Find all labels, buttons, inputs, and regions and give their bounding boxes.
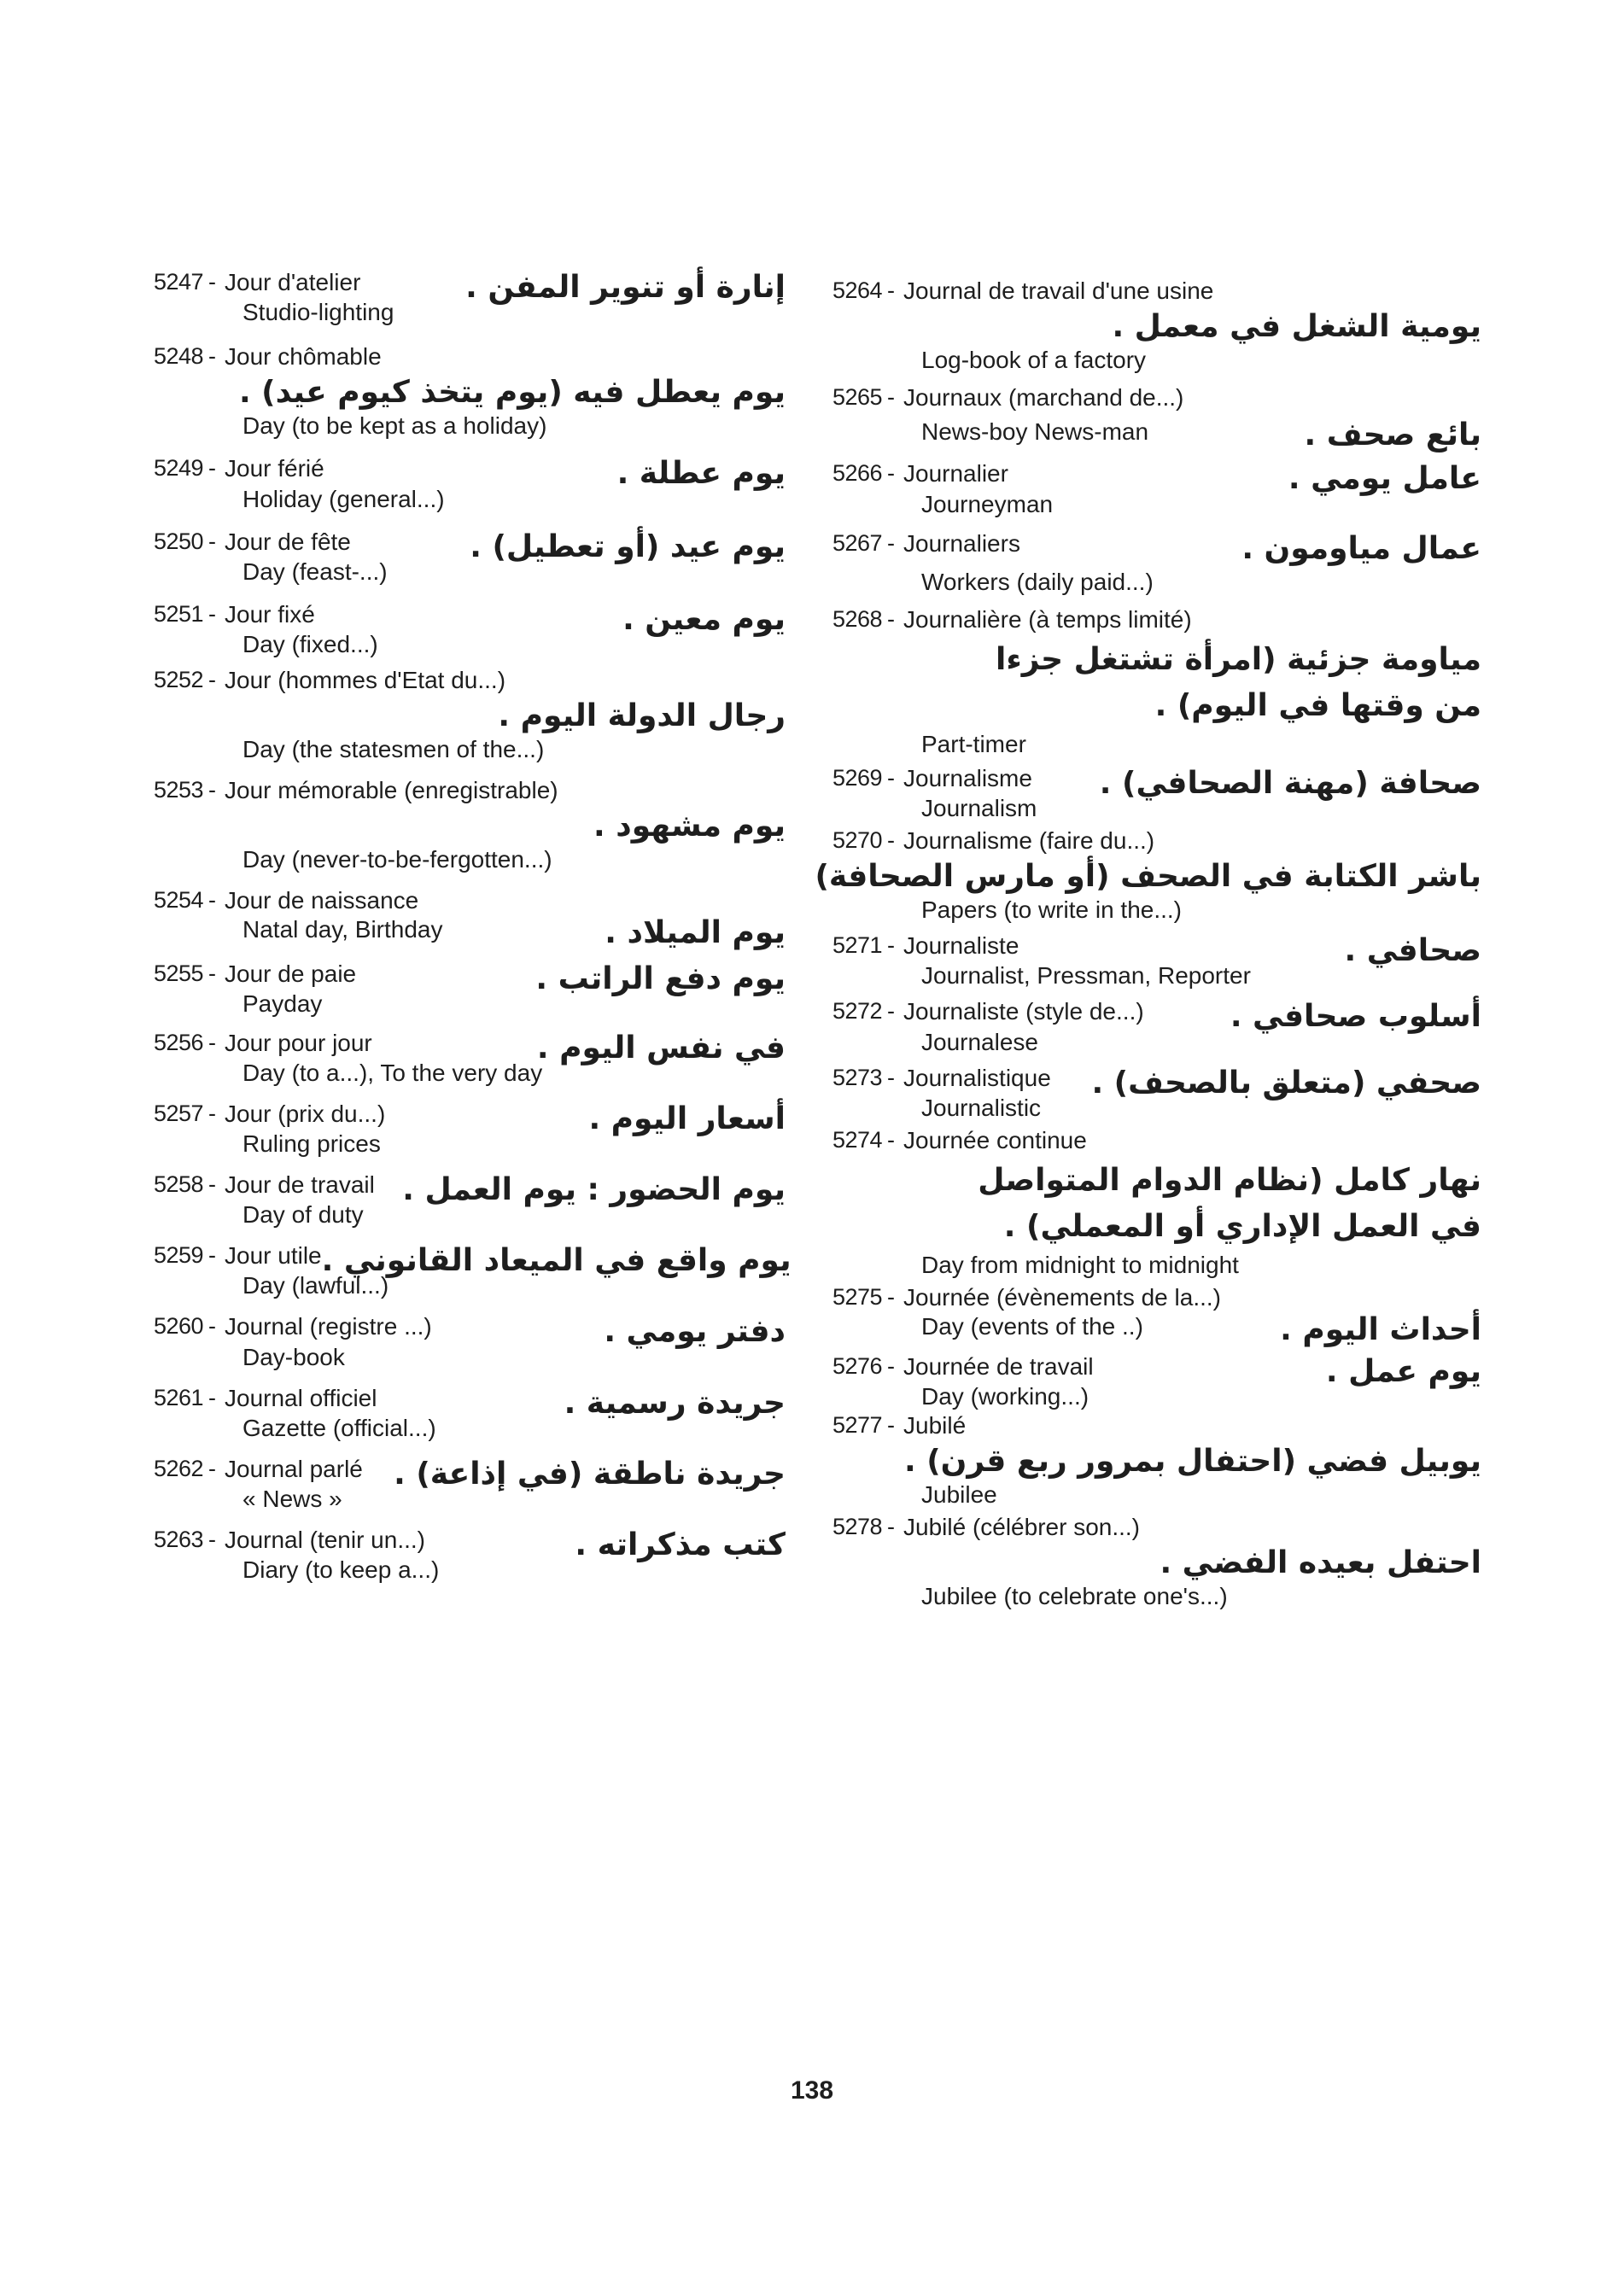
french-term: Journée continue (903, 1126, 1087, 1153)
entry-5250: 5250 - Jour de fête يوم عيد (أو تعطيل) . Day (feast-...) (154, 528, 786, 585)
french-term: Journal (registre ...) (225, 1313, 432, 1340)
page-number: 138 (790, 2076, 834, 2105)
entry-number: 5247 (154, 269, 204, 295)
french-term: Journée (évènements de la...) (903, 1283, 1221, 1311)
entry-5253: 5253 - Jour mémorable (enregistrable) يوم مشهود . Day (never-to-be-fergotten...) (154, 777, 786, 873)
arabic-term: جريدة رسمية . (564, 1385, 786, 1421)
english-term: Journalistic (921, 1094, 1042, 1121)
arabic-term: نهار كامل (نظام الدوام المتواصل في العمل الإداري أو المعملي) . (978, 1162, 1481, 1244)
arabic-term: يومية الشغل في معمل . (1112, 309, 1481, 344)
arabic-term: جريدة ناطقة (في إذاعة) . (394, 1456, 786, 1492)
entry-5269: 5269 - Journalisme صحافة (مهنة الصحافي) . Journalism (832, 764, 1481, 821)
french-term: Jour de fête (225, 528, 351, 555)
english-term: « News » (242, 1486, 342, 1512)
english-term: Studio-lighting (242, 299, 394, 326)
arabic-term: عامل يومي . (1288, 461, 1481, 497)
entry-5260: 5260 - Journal (registre ...) دفتر يومي . Day-book (154, 1313, 786, 1370)
english-term: Day (working...) (921, 1383, 1089, 1410)
arabic-term: يوم عيد (أو تعطيل) . (470, 528, 786, 564)
entry-number: 5253 (154, 777, 204, 803)
entry-5259: 5259 - Jour utile يوم واقع في الميعاد القانوني . Day (lawful...) (154, 1242, 792, 1299)
arabic-term: يوم مشهود . (593, 809, 786, 844)
arabic-term: يوم عمل . (1325, 1353, 1481, 1389)
entry-number: 5267 (832, 529, 883, 556)
french-term: Journaliste (903, 932, 1019, 960)
entry-5256: 5256 - Jour pour jour في نفس اليوم . Day (to a...), To the very day (154, 1029, 786, 1086)
french-term: Jour de paie (225, 960, 357, 987)
arabic-term: كتب مذكراته . (575, 1527, 786, 1562)
arabic-term: يوم عطلة . (616, 456, 786, 492)
french-term: Journalisme (903, 764, 1032, 791)
entry-number: 5275 (832, 1283, 883, 1310)
arabic-term: بائع صحف . (1304, 417, 1481, 453)
arabic-term: صحافي . (1344, 933, 1481, 969)
arabic-term: يوم الميلاد . (605, 915, 786, 951)
entry-5272: 5272 - Journaliste (style de...) أسلوب صحافي . Journalese (832, 998, 1481, 1055)
french-term: Journée de travail (903, 1352, 1094, 1380)
entry-5262: 5262 - Journal parlé جريدة ناطقة (في إذاعة) . « News » (154, 1455, 786, 1512)
french-term: Jour chômable (225, 343, 382, 371)
english-term: Gazette (official...) (242, 1414, 436, 1441)
arabic-term: دفتر يومي . (604, 1314, 786, 1350)
entry-5277: 5277 - Jubilé يوبيل فضي (احتفال بمرور ربع قرن) . Jubilee (832, 1412, 1481, 1509)
entry-number: 5278 (832, 1514, 883, 1540)
french-term: Journalière (à temps limité) (903, 605, 1192, 633)
entry-5252: 5252 - Jour (hommes d'Etat du...) رجال الدولة اليوم . Day (the statesmen of the...) (154, 666, 786, 763)
entry-5257: 5257 - Jour (prix du...) أسعار اليوم . Ruling prices (154, 1100, 786, 1158)
entry-number: 5256 (154, 1029, 204, 1055)
french-term: Journal officiel (225, 1384, 377, 1411)
entry-5265: 5265 - Journaux (marchand de...) News-boy News-man بائع صحف . (832, 384, 1481, 453)
french-term: Jour de naissance (225, 887, 419, 914)
english-term: Part-timer (921, 730, 1026, 757)
arabic-term: أسلوب صحافي . (1230, 999, 1481, 1035)
arabic-term: يوم الحضور : يوم العمل . (402, 1172, 786, 1208)
entry-number: 5266 (832, 460, 883, 487)
entry-5275: 5275 - Journée (évènements de la...) Day (events of the ..) أحداث اليوم . (832, 1283, 1481, 1347)
entry-5274: 5274 - Journée continue نهار كامل (نظام الدوام المتواصل في العمل الإداري أو المعملي) . Day from midnight to midnight (832, 1126, 1481, 1278)
french-term: Jour fixé (225, 600, 315, 628)
french-term: Journal parlé (225, 1455, 363, 1482)
entry-5276: 5276 - Journée de travail يوم عمل . Day (working...) (832, 1352, 1481, 1410)
french-term: Jour (prix du...) (225, 1100, 386, 1127)
arabic-term: مياومة جزئية (امرأة تشتغل جزءا من وقتها في اليوم) . (996, 641, 1481, 723)
english-term: Day (fixed...) (242, 630, 378, 657)
entry-number: 5274 (832, 1126, 883, 1153)
arabic-term: باشر الكتابة في الصحف (أو مارس الصحافة) (815, 858, 1481, 894)
entry-5249: 5249 - Jour férié يوم عطلة . Holiday (general...) (154, 455, 786, 512)
entry-number: 5273 (832, 1064, 883, 1090)
english-term: Payday (242, 990, 323, 1017)
entry-5267: 5267 - Journaliers عمال مياومون . Workers (daily paid...) (832, 529, 1481, 595)
entry-5271: 5271 - Journaliste صحافي . Journalist, Pressman, Reporter (832, 932, 1481, 990)
entry-number: 5259 (154, 1242, 204, 1269)
french-term: Journalisme (faire du...) (903, 826, 1155, 854)
french-term: Journaliste (style de...) (903, 998, 1144, 1025)
arabic-term: في نفس اليوم . (536, 1030, 786, 1066)
arabic-term: صحفي (متعلق بالصحف) . (1091, 1065, 1481, 1101)
arabic-term: احتفل بعيده الفضي . (1160, 1545, 1481, 1581)
french-term: Jour (hommes d'Etat du...) (225, 666, 506, 693)
entry-5255: 5255 - Jour de paie يوم دفع الراتب . Payday (154, 960, 786, 1017)
english-term: Day (to a...), To the very day (242, 1059, 543, 1086)
english-term: Papers (to write in the...) (921, 896, 1183, 924)
entry-5278: 5278 - Jubilé (célébrer son...) احتفل بعيده الفضي . Jubilee (to celebrate one's...) (832, 1514, 1481, 1610)
entry-5264: 5264 - Journal de travail d'une usine يومية الشغل في معمل . Log-book of a factory (832, 277, 1481, 374)
english-term: Day-book (242, 1343, 345, 1370)
entry-5261: 5261 - Journal officiel جريدة رسمية . Gazette (official...) (154, 1384, 786, 1441)
right-column (815, 269, 1481, 1610)
entry-number: 5262 (154, 1455, 204, 1481)
french-term: Jubilé (célébrer son...) (903, 1514, 1141, 1541)
entry-5273: 5273 - Journalistique صحفي (متعلق بالصحف) . Journalistic (832, 1064, 1481, 1121)
english-term: Jubilee (to celebrate one's...) (921, 1583, 1228, 1610)
arabic-term: عمال مياومون . (1241, 530, 1481, 566)
english-term: Jubilee (921, 1481, 997, 1509)
english-term: Log-book of a factory (921, 347, 1147, 374)
french-term: Jour férié (225, 455, 324, 482)
left-column (154, 269, 792, 1584)
entry-number: 5264 (832, 277, 883, 303)
entry-number: 5249 (154, 455, 204, 482)
entry-number: 5248 (154, 343, 204, 370)
entry-number: 5263 (154, 1527, 204, 1552)
entry-5248: 5248 - Jour chômable يوم يعطل فيه (يوم يتخذ كيوم عيد) . Day (to be kept as a holiday) (154, 343, 786, 440)
entry-number: 5265 (832, 384, 883, 411)
entry-number: 5260 (154, 1313, 204, 1340)
english-term: Day (to be kept as a holiday) (242, 412, 547, 440)
entry-number: 5272 (832, 998, 883, 1025)
english-term: Journalist, Pressman, Reporter (921, 962, 1251, 990)
entry-number: 5255 (154, 960, 204, 986)
english-term: News-boy News-man (921, 418, 1149, 446)
arabic-term: يوم واقع في الميعاد القانوني . (321, 1243, 792, 1279)
french-term: Journal de travail d'une usine (903, 277, 1214, 304)
english-term: Day (feast-...) (242, 558, 388, 585)
entry-5247: 5247 - Jour d'atelier إنارة أو تنوير المفن . Studio-lighting (154, 269, 786, 326)
arabic-term: يوم دفع الراتب . (535, 960, 786, 996)
english-term: Day from midnight to midnight (921, 1251, 1239, 1278)
arabic-term: صحافة (مهنة الصحافي) . (1099, 765, 1481, 801)
entry-number: 5250 (154, 528, 204, 554)
entry-number: 5252 (154, 666, 204, 692)
arabic-term: يوبيل فضي (احتفال بمرور ربع قرن) . (903, 1444, 1481, 1480)
entry-number: 5269 (832, 764, 883, 791)
entry-number: 5251 (154, 600, 204, 627)
entry-number: 5271 (832, 932, 883, 959)
english-term: Ruling prices (242, 1130, 381, 1158)
french-term: Journaux (marchand de...) (903, 384, 1184, 412)
arabic-term: يوم يعطل فيه (يوم يتخذ كيوم عيد) . (238, 375, 786, 411)
entry-number: 5268 (832, 605, 883, 632)
entry-5266: 5266 - Journalier عامل يومي . Journeyman (832, 460, 1481, 517)
english-term: Day (never-to-be-fergotten...) (242, 846, 552, 873)
english-term: Journalese (921, 1028, 1038, 1055)
french-term: Jour mémorable (enregistrable) (225, 777, 558, 804)
french-term: Journalistique (903, 1064, 1051, 1091)
french-term: Jubilé (903, 1412, 967, 1439)
french-term: Jour d'atelier (225, 269, 361, 295)
arabic-term: يوم معين . (622, 601, 786, 637)
entry-5251: 5251 - Jour fixé يوم معين . Day (fixed...) (154, 600, 786, 657)
entry-5263: 5263 - Journal (tenir un...) كتب مذكراته . Diary (to keep a...) (154, 1527, 786, 1584)
entry-number: 5270 (832, 826, 883, 853)
arabic-term: إنارة أو تنوير المفن . (465, 270, 786, 305)
english-term: Day (the statesmen of the...) (242, 736, 545, 763)
french-term: Journal (tenir un...) (225, 1527, 425, 1553)
french-term: Jour utile (225, 1242, 322, 1270)
english-term: Holiday (general...) (242, 485, 445, 512)
english-term: Journalism (921, 794, 1037, 821)
entry-number: 5277 (832, 1412, 883, 1439)
french-term: Jour pour jour (225, 1029, 372, 1056)
entry-5268: 5268 - Journalière (à temps limité) مياومة جزئية (امرأة تشتغل جزءا من وقتها في اليوم) . Part-timer (832, 605, 1481, 757)
french-term: Journaliers (903, 529, 1020, 557)
french-term: Journalier (903, 460, 1008, 488)
arabic-term: أحداث اليوم . (1280, 1311, 1481, 1347)
english-term: Natal day, Birthday (242, 916, 443, 943)
entry-number: 5257 (154, 1100, 204, 1126)
entry-5254: 5254 - Jour de naissance Natal day, Birthday يوم الميلاد . (154, 887, 786, 951)
arabic-term: رجال الدولة اليوم . (498, 698, 786, 733)
english-term: Day of duty (242, 1201, 364, 1229)
entry-5270: 5270 - Journalisme (faire du...) باشر الكتابة في الصحف (أو مارس الصحافة) Papers (to write in the...) (815, 826, 1481, 924)
english-term: Diary (to keep a...) (242, 1556, 440, 1584)
entry-number: 5258 (154, 1171, 204, 1198)
english-term: Day (events of the ..) (921, 1312, 1143, 1340)
entry-number: 5276 (832, 1352, 883, 1379)
entry-number: 5254 (154, 887, 204, 914)
entry-number: 5261 (154, 1384, 204, 1410)
english-term: Day (lawful...) (242, 1272, 389, 1299)
french-term: Jour de travail (225, 1171, 375, 1199)
entry-5258: 5258 - Jour de travail يوم الحضور : يوم العمل . Day of duty (154, 1171, 786, 1229)
arabic-term: أسعار اليوم . (588, 1101, 786, 1136)
english-term: Journeyman (921, 490, 1054, 517)
english-term: Workers (daily paid...) (921, 568, 1154, 595)
